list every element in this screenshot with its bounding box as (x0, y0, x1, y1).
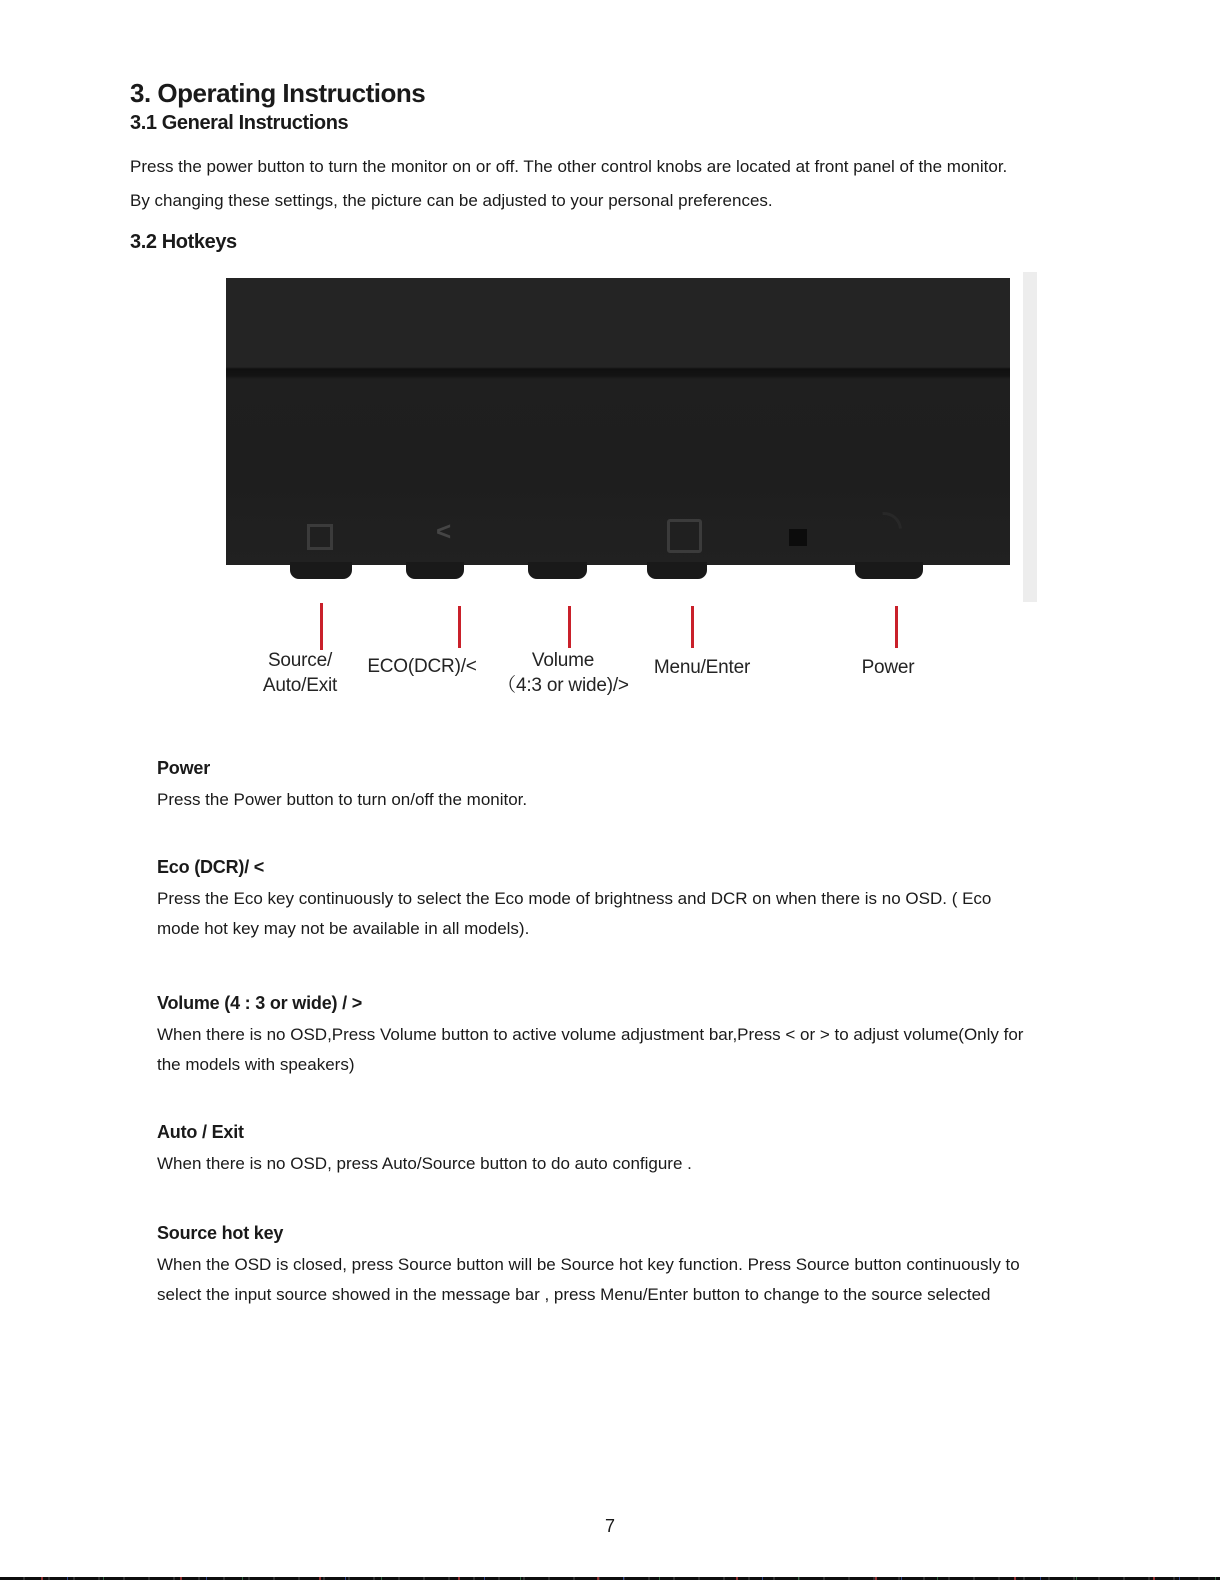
hotkey-section-auto-exit (157, 1121, 1107, 1179)
hotkey-heading: Power (157, 758, 211, 778)
hotkey-heading: Eco (DCR)/ < (157, 857, 265, 877)
label-line: Auto/Exit (262, 675, 338, 696)
label-line: ECO(DCR)/< (367, 656, 477, 677)
hotkey-text-line: When the OSD is closed, press Source button will be Source hot key function. Press Source button continuously to (157, 1255, 1020, 1274)
label-line: Power (861, 657, 915, 678)
callout-tick (895, 606, 898, 648)
monitor-bezel-image (226, 278, 1010, 565)
bezel-tab (406, 562, 464, 579)
hotkey-text-line: When there is no OSD,Press Volume button to active volume adjustment bar,Press < or > to adjust volume(Only for (157, 1025, 1024, 1044)
hotkey-heading: Source hot key (157, 1223, 284, 1243)
button-label-source-auto-exit (248, 648, 352, 698)
label-line: Menu/Enter (653, 657, 751, 678)
callout-tick (568, 606, 571, 648)
button-label-volume (480, 648, 646, 698)
bezel-tab (528, 562, 587, 579)
hotkey-text-line: mode hot key may not be available in all models). (157, 919, 530, 938)
power-led-icon (789, 529, 807, 546)
callout-tick (320, 603, 323, 650)
general-instructions-paragraph (130, 150, 1007, 218)
hotkey-text-line: the models with speakers) (157, 1055, 355, 1074)
hotkey-section-volume (157, 992, 1107, 1080)
label-line: （4:3 or wide)/> (497, 675, 629, 696)
source-button-icon (307, 524, 333, 550)
paragraph-line: Press the power button to turn the monitor on or off. The other control knobs are located at front panel of the monitor. (130, 157, 1008, 176)
paragraph-line: By changing these settings, the picture can be adjusted to your personal preferences. (130, 191, 773, 210)
button-label-eco (353, 654, 491, 679)
callout-tick (691, 606, 694, 648)
hotkey-text-line: Press the Eco key continuously to select the Eco mode of brightness and DCR on when there is no OSD. ( Eco (157, 889, 992, 908)
hotkey-text-line: Press the Power button to turn on/off the monitor. (157, 790, 528, 809)
button-label-menu-enter (638, 655, 766, 680)
eco-left-arrow-icon: < (436, 516, 452, 546)
hotkey-text-line: When there is no OSD, press Auto/Source button to do auto configure . (157, 1154, 692, 1173)
button-label-power (851, 655, 925, 680)
page-bottom-rule (0, 1577, 1220, 1580)
bezel-tab (647, 562, 707, 579)
callout-tick (458, 606, 461, 648)
hotkey-heading: Volume (4 : 3 or wide) / > (157, 993, 363, 1013)
hotkey-text-line: select the input source showed in the message bar , press Menu/Enter button to change to the source selected (157, 1285, 991, 1304)
page-number: 7 (604, 1516, 615, 1536)
bezel-tab (290, 562, 352, 579)
power-button-curve-icon (859, 505, 910, 556)
bezel-tab (855, 562, 923, 579)
hotkey-section-power (157, 757, 1107, 815)
section-heading-hotkeys: 3.2 Hotkeys (130, 231, 237, 253)
menu-button-icon (667, 519, 702, 553)
label-line: Source/ (267, 650, 333, 671)
label-line: Volume (531, 650, 595, 671)
hotkey-heading: Auto / Exit (157, 1122, 244, 1142)
page-title: 3. Operating Instructions (130, 78, 426, 108)
hotkey-section-source-hot-key (157, 1222, 1107, 1310)
hotkey-section-eco (157, 856, 1107, 944)
section-heading-general: 3.1 General Instructions (130, 112, 349, 134)
image-edge-shadow (1023, 272, 1037, 602)
